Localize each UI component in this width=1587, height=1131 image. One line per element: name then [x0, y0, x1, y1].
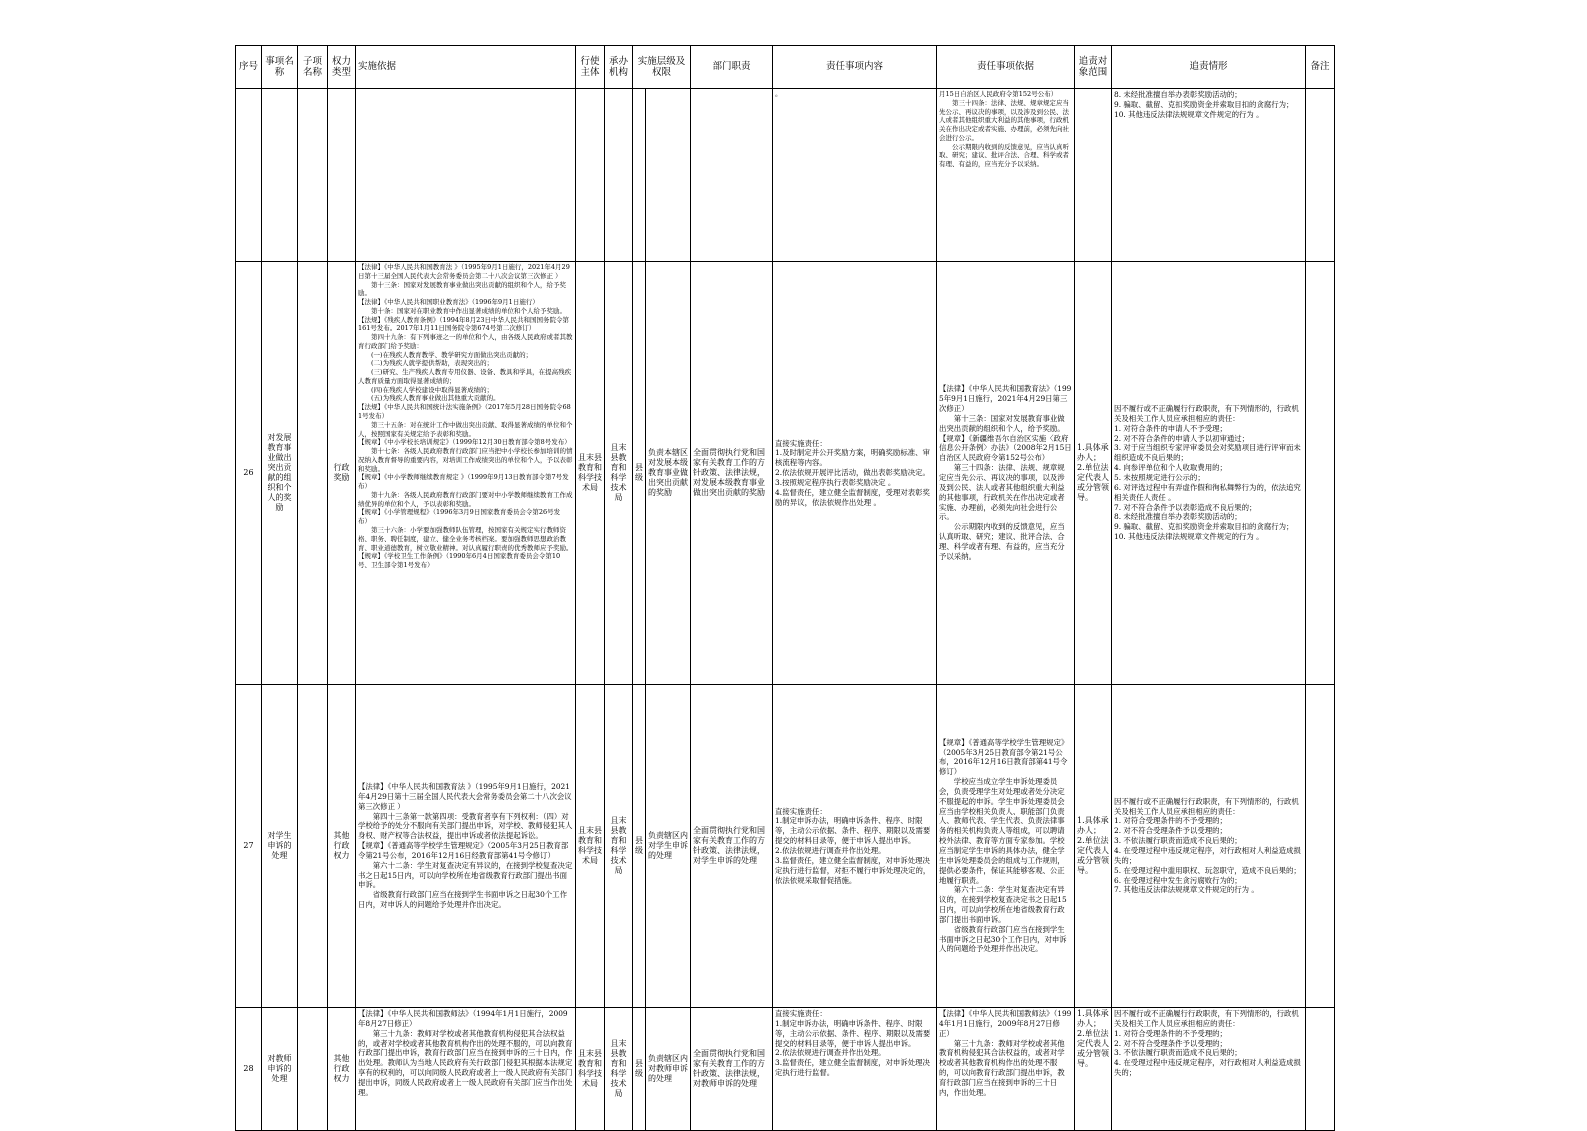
cell-resp-basis: 【法律】《中华人民共和国教育法》（1995年9月1日施行，2021年4月29日第三次修正） 第十三条：国家对发展教育事业做出突出贡献的组织和个人，给予奖励。 【规章】《新疆维吾尔自治区实施〈政府信息公开条例〉办法》（2008年2月15日自治区人民政府令第152号公布） 第三十四条：法律、法规、规章规定应当先公示、再议决的事项，以及涉及到公民、法人或者其他组织重大利益的其他事项，行政机关在作出决定或者实施、办理前，必须先向社会进行公示。 公示期限内收到的反馈意见，应当认真听取、研究；建议、批评合法、合理、科学或者有理、有益的，应当充分予以采纳。	[937, 262, 1075, 685]
cell-resp-basis: 【法律】《中华人民共和国教师法》（1994年1月1日施行，2009年8月27日修正） 第三十九条：教师对学校或者其他教育机构侵犯其合法权益的，或者对学校或者其他教育机构作出的处理不服的，可以向教育行政部门提出申诉，教育行政部门应当在接到申诉的三十日内，作出处理。	[937, 1008, 1075, 1131]
cell-org: 且末县教育和科学技术局	[605, 1008, 633, 1131]
cell-power-type	[328, 89, 356, 262]
cell-level	[633, 89, 646, 262]
cell-resp-content: 直接实施责任： 1.及时制定并公开奖励方案，明确奖励标准、审核流程等内容。 2.依法依规开展评比活动，做出表彰奖励决定。 3.按照规定程序执行表彰奖励决定 。 4.监督责任，建立健全监督制度，受理对表彰奖励的异议，依法依规作出处理 。	[773, 262, 937, 685]
cell-resp-content: 。	[773, 89, 937, 262]
cell-org	[605, 89, 633, 262]
cell-subject: 且末县教育和科学技术局	[576, 1008, 605, 1131]
header-row	[236, 46, 1335, 89]
cell-note	[1306, 262, 1335, 685]
cell-subitem	[298, 1008, 328, 1131]
cell-scope: 1.具体承办人； 2.单位法定代表人或分管领导。	[1075, 262, 1112, 685]
table-row	[236, 262, 1335, 685]
cell-resp-duty: 全面贯彻执行党和国家有关教育工作的方针政策、法律法规，对发展本级教育事业做出突出贡献的奖励	[691, 262, 773, 685]
header-item: 事项名称	[262, 46, 298, 89]
cell-scope: 1.具体承办人； 2.单位法定代表人或分管领导。	[1075, 1008, 1112, 1131]
cell-level: 县级	[633, 685, 646, 1008]
cell-power-type: 其他行政权力	[328, 1008, 356, 1131]
cell-situation: 因不履行或不正确履行行政职责，有下列情形的，行政机关及相关工作人员应承担相应的责任： 1. 对符合条件的申请人不予受理； 2. 对不符合条件的申请人予以初审通过； 3. 对于应当组织专家评审委员会对奖励项目进行评审而未组织造成不良后果的； 4. 向参评单位和个人收取费用的； 5. 未按照规定进行公示的； 6. 对评选过程中有弄虚作假和徇私舞弊行为的，依法追究相关责任人责任 。 7. 对不符合条件予以表彰造成不良后果的； 8. 未经批准擅自举办表彰奖励活动的； 9. 骗取、截留、克扣奖励资金并索取目扣的贪腐行为； 10. 其他违反法律法规规章文件规定的行为 。	[1112, 262, 1306, 685]
header-situation: 追责情形	[1112, 46, 1306, 89]
cell-subitem	[298, 262, 328, 685]
responsibility-table-sheet	[235, 45, 1334, 1098]
cell-resp-duty: 全面贯彻执行党和国家有关教育工作的方针政策、法律法规，对教师申诉的处理	[691, 1008, 773, 1131]
cell-power-type: 其他行政权力	[328, 685, 356, 1008]
cell-item: 对教师申诉的处理	[262, 1008, 298, 1131]
header-org: 承办机构	[605, 46, 633, 89]
header-power-type: 权力类型	[328, 46, 356, 89]
cell-seq	[236, 89, 262, 262]
cell-dept-duty: 负责辖区内对学生申诉的处理	[646, 685, 691, 1008]
cell-seq: 26	[236, 262, 262, 685]
header-subitem: 子项名称	[298, 46, 328, 89]
header-note: 备注	[1306, 46, 1335, 89]
header-resp-content: 责任事项内容	[773, 46, 937, 89]
cell-level: 县级	[633, 262, 646, 685]
header-dept-duty: 部门职责	[691, 46, 773, 89]
cell-resp-duty	[691, 89, 773, 262]
cell-subject	[576, 89, 605, 262]
cell-resp-content: 直接实施责任： 1.制定申诉办法，明确申诉条件、程序、时限等，主动公示依据、条件、程序、期限以及需要提交的材料目录等，便于申诉人提出申诉。 2.依法依规进行调查并作出处理。 3.监督责任，建立健全监督制度，对申诉处理决定执行进行监督，对拒不履行申诉处理决定的，依法依规采取督促措施。	[773, 685, 937, 1008]
cell-resp-duty: 全面贯彻执行党和国家有关教育工作的方针政策、法律法规，对学生申诉的处理	[691, 685, 773, 1008]
cell-basis: 【法律】《中华人民共和国教师法》（1994年1月1日施行，2009年8月27日修正） 第三十九条：教师对学校或者其他教育机构侵犯其合法权益的，或者对学校或者其他教育机构作出的处理不服的，可以向教育行政部门提出申诉，教育行政部门应当在接到申诉的三十日内，作出处理。教师认为当地人民政府有关行政部门侵犯其根据本法规定享有的权利的，可以向同级人民政府或者上一级人民政府有关部门提出申诉，同级人民政府或者上一级人民政府有关部门应当作出处理。	[356, 1008, 576, 1131]
cell-resp-basis: 【规章】《普通高等学校学生管理规定》（2005年3月25日教育部令第21号公布，2016年12月16日教育部第41号令修订） 学校应当成立学生申诉处理委员会，负责受理学生对处理或者处分决定不服提起的申诉。学生申诉处理委员会应当由学校相关负责人、职能部门负责人、教师代表、学生代表、负责法律事务的相关机构负责人等组成，可以聘请校外法律、教育等方面专家参加。学校应当制定学生申诉的具体办法，健全学生申诉处理委员会的组成与工作规则，提供必要条件，保证其能够客观、公正地履行职责。 第六十二条：学生对复查决定有异议的，在接到学校复查决定书之日起15日内，可以向学校所在地省级教育行政部门提出书面申诉。 省级教育行政部门应当在接到学生书面申诉之日起30个工作日内，对申诉人的问题给予处理并作出决定。	[937, 685, 1075, 1008]
cell-resp-content: 直接实施责任： 1.制定申诉办法，明确申诉条件、程序、时限等，主动公示依据、条件、程序、期限以及需要提交的材料目录等，便于申诉人提出申诉。 2.依法依规进行调查并作出处理。 3.监督责任，建立健全监督制度，对申诉处理决定执行进行监督。	[773, 1008, 937, 1131]
cell-seq: 27	[236, 685, 262, 1008]
cell-basis: 【法律】《中华人民共和国教育法 》（1995年9月1日施行，2021年4月29日第十三届全国人民代表大会常务委员会第二十八次会议第三次修正 ） 第四十三条第一款第四项：受教育者享有下列权利：（四）对学校给予的处分不服向有关部门提出申诉，对学校、教师侵犯其人身权、财产权等合法权益，提出申诉或者依法提起诉讼。 【规章】《普通高等学校学生管理规定》（2005年3月25日教育部令第21号公布，2016年12月16日经教育部第41号令修订） 第六十二条：学生对复查决定有异议的，在接到学校复查决定书之日起15日内，可以向学校所在地省级教育行政部门提出书面申诉。 省级教育行政部门应当在接到学生书面申诉之日起30个工作日内，对申诉人的问题给予处理并作出决定。	[356, 685, 576, 1008]
cell-subitem	[298, 685, 328, 1008]
cell-org: 且末县教育和科学技术局	[605, 262, 633, 685]
table-row	[236, 685, 1335, 1008]
cell-seq: 28	[236, 1008, 262, 1131]
cell-item	[262, 89, 298, 262]
cell-note	[1306, 685, 1335, 1008]
cell-level: 县级	[633, 1008, 646, 1131]
cell-note	[1306, 89, 1335, 262]
power-list-table	[235, 45, 1335, 1131]
cell-subject: 且末县教育和科学技术局	[576, 685, 605, 1008]
header-seq: 序号	[236, 46, 262, 89]
cell-situation: 因不履行或不正确履行行政职责，有下列情形的，行政机关及相关工作人员应承担相应的责任： 1. 对符合受理条件的不予受理的； 2. 对不符合受理条件予以受理的； 3. 不依法履行职责而造成不良后果的； 4. 在受理过程中违反规定程序，对行政相对人利益造成损失的；	[1112, 1008, 1306, 1131]
cell-item: 对发展教育事业做出突出贡献的组织和个人的奖励	[262, 262, 298, 685]
cell-scope: 1.具体承办人； 2.单位法定代表人或分管领导。	[1075, 685, 1112, 1008]
cell-subject: 且末县教育和科学技术局	[576, 262, 605, 685]
table-row	[236, 1008, 1335, 1131]
header-level: 实施层级及权限	[633, 46, 691, 89]
table-row	[236, 89, 1335, 262]
header-subject: 行使主体	[576, 46, 605, 89]
header-basis: 实施依据	[356, 46, 576, 89]
header-resp-basis: 责任事项依据	[937, 46, 1075, 89]
cell-resp-basis: 月15日自治区人民政府令第152号公布） 第三十四条：法律、法规、规章规定应当先公示、再议决的事项，以及涉及到公民、法人或者其他组织重大利益的其他事项，行政机关在作出决定或者实施、办理前，必须先向社会进行公示。 公示期限内收到的反馈意见，应当认真听取、研究；建议、批评合法、合理、科学或者有理、有益的，应当充分予以采纳。	[937, 89, 1075, 262]
cell-basis	[356, 89, 576, 262]
cell-dept-duty: 负责辖区内对教师申诉的处理	[646, 1008, 691, 1131]
cell-dept-duty	[646, 89, 691, 262]
cell-note	[1306, 1008, 1335, 1131]
cell-subitem	[298, 89, 328, 262]
cell-scope	[1075, 89, 1112, 262]
cell-org: 且末县教育和科学技术局	[605, 685, 633, 1008]
cell-dept-duty: 负责本辖区对发展本级教育事业做出突出贡献的奖励	[646, 262, 691, 685]
cell-situation: 因不履行或不正确履行行政职责，有下列情形的，行政机关及相关工作人员应承担相应的责任： 1. 对符合受理条件的不予受理的； 2. 对不符合受理条件予以受理的； 3. 不依法履行职责而造成不良后果的； 4. 在受理过程中违反规定程序，对行政相对人利益造成损失的； 5. 在受理过程中滥用职权、玩忽职守，造成不良后果的； 6. 在受理过程中发生贪污腐败行为的； 7. 其他违反法律法规规章文件规定的行为 。	[1112, 685, 1306, 1008]
cell-situation: 8. 未经批准擅自举办表彰奖励活动的； 9. 骗取、截留、克扣奖励资金并索取目扣的贪腐行为； 10. 其他违反法律法规规章文件规定的行为 。	[1112, 89, 1306, 262]
cell-item: 对学生申诉的处理	[262, 685, 298, 1008]
cell-power-type: 行政奖励	[328, 262, 356, 685]
cell-basis: 【法律】《中华人民共和国教育法 》（1995年9月1日施行，2021年4月29日第十三届全国人民代表大会常务委员会第二十八次会议第三次修正 ） 第十三条：国家对发展教育事业做出突出贡献的组织和个人，给予奖励。 【法律】《中华人民共和国职业教育法》（1996年9月1日施行） 第十条：国家对在职业教育中作出显著成绩的单位和个人给予奖励。 【法规】《残疾人教育条例》（1994年8月23日中华人民共和国国务院令第161号发布。2017年1月11日国务院令第674号第二次修订） 第四十九条：有下列事迹之一的单位和个人，由各级人民政府或者其教育行政部门给予奖励： (一)在残疾人教育教学、教学研究方面做出突出贡献的； (二)为残疾人就学提供帮助，表现突出的； (三)研究、生产残疾人教育专用仪器、设备、教具和学具，在提高残疾人教育质量方面取得显著成绩的； (四)在残疾人学校建设中取得显著成绩的； (五)为残疾人教育事业做出其他重大贡献的。 【法规】《中华人民共和国统计法实施条例》（2017年5月28日国务院令681号发布） 第三十五条：对在统计工作中做出突出贡献、取得显著成绩的单位和个人，按照国家有关规定给予表彰和奖励。 【规章】《中小学校长培训规定》（1999年12月30日教育部令第8号发布） 第十七条：各级人民政府教育行政部门应当把中小学校长参加培训的情况纳入教育督导的重要内容，对培训工作成绩突出的单位和个人，予以表彰和奖励。 【规章】《中小学教师继续教育规定 》（1999年9月13日教育部令第7号发布） 第十九条：各级人民政府教育行政部门要对中小学教师继续教育工作成绩优异的单位和个人，予以表彰和奖励。 【规章】《小学管理规程》（1996年3月9日国家教育委员会令第26号发布） 第三十六条：小学要加强教师队伍管理，按国家有关规定实行教师资格、职务、聘任制度，建立、健全业务考核档案。要加强教师思想政治教育、职业道德教育，树立敬业精神。对认真履行职责的优秀教师应予奖励。 【规章】《学校卫生工作条例》（1990年6月4日国家教育委员会令第10号、卫生部令第1号发布）	[356, 262, 576, 685]
header-scope: 追责对象范围	[1075, 46, 1112, 89]
